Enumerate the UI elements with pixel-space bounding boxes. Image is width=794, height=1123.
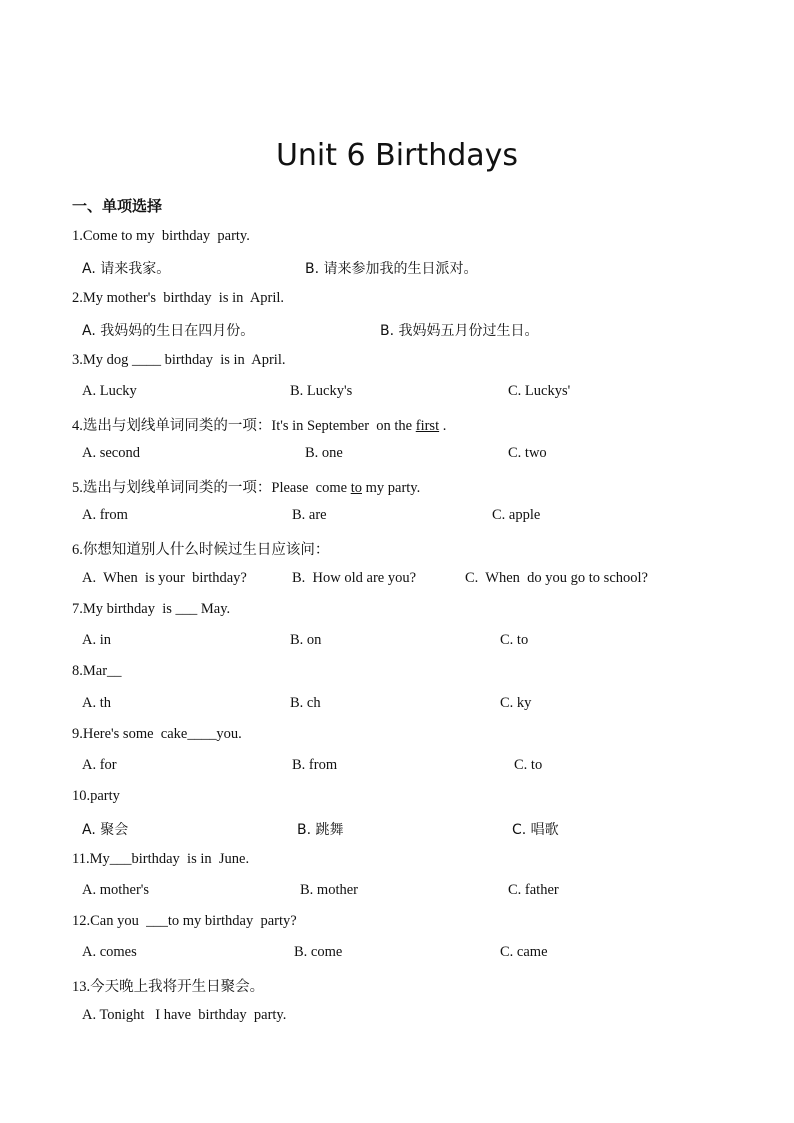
question-stem	[72, 414, 446, 435]
question-stem: 11.My___birthday is in June.	[72, 851, 250, 867]
stem-text: my party.	[361, 480, 421, 496]
option-c: C. to	[514, 757, 543, 773]
option-a: A. Lucky	[82, 383, 137, 399]
underlined-word: to	[350, 480, 362, 496]
option-a: A. comes	[82, 944, 137, 960]
question-stem: 13.今天晚上我将开生日聚会。	[72, 979, 265, 995]
option-c: C. Luckys'	[508, 383, 571, 399]
option-b: B. How old are you?	[292, 570, 417, 586]
option-a: A. 我妈妈的生日在四月份。	[82, 323, 255, 339]
option-b: B. one	[305, 445, 343, 461]
stem-text: 5.选出与划线单词同类的一项：Please come	[72, 480, 351, 496]
option-b: B. 我妈妈五月份过生日。	[380, 323, 539, 339]
page-title: Unit 6 Birthdays	[275, 138, 519, 173]
option-a: A. Tonight I have birthday party.	[82, 1007, 287, 1023]
section-heading: 一、单项选择	[72, 197, 163, 215]
option-b: B. ch	[290, 695, 321, 711]
option-a: A. second	[82, 445, 140, 461]
option-b: B. come	[294, 944, 343, 960]
option-a: A. When is your birthday?	[82, 570, 247, 586]
option-b: B. 跳舞	[297, 822, 344, 838]
option-c: C. to	[500, 632, 529, 648]
option-a: A. 聚会	[82, 822, 129, 838]
option-c: C. ky	[500, 695, 532, 711]
question-stem	[72, 476, 420, 497]
question-stem: 10.party	[72, 788, 120, 804]
option-a: A. 请来我家。	[82, 261, 171, 277]
option-c: C. father	[508, 882, 559, 898]
option-b: B. mother	[300, 882, 358, 898]
option-b: B. are	[292, 507, 327, 523]
option-c: C. two	[508, 445, 547, 461]
question-stem: 8.Mar__	[72, 663, 122, 679]
stem-text: .	[439, 418, 447, 434]
option-b: B. from	[292, 757, 338, 773]
question-stem: 7.My birthday is ___ May.	[72, 601, 231, 617]
question-stem: 1.Come to my birthday party.	[72, 228, 250, 244]
option-c: C. apple	[492, 507, 541, 523]
option-c: C. came	[500, 944, 548, 960]
option-b: B. on	[290, 632, 322, 648]
option-a: A. th	[82, 695, 111, 711]
option-b: B. 请来参加我的生日派对。	[305, 261, 478, 277]
option-b: B. Lucky's	[290, 383, 353, 399]
question-stem: 9.Here's some cake____you.	[72, 726, 242, 742]
question-stem: 12.Can you ___to my birthday party?	[72, 913, 297, 929]
question-stem: 2.My mother's birthday is in April.	[72, 290, 285, 306]
option-a: A. mother's	[82, 882, 150, 898]
option-a: A. from	[82, 507, 128, 523]
underlined-word: first	[415, 418, 440, 434]
question-stem: 3.My dog ____ birthday is in April.	[72, 352, 286, 368]
option-a: A. in	[82, 632, 111, 648]
option-a: A. for	[82, 757, 117, 773]
stem-text: 4.选出与划线单词同类的一项：It's in September on the	[72, 418, 416, 434]
option-c: C. When do you go to school?	[465, 570, 648, 586]
question-stem: 6.你想知道别人什么时候过生日应该问：	[72, 542, 330, 558]
option-c: C. 唱歌	[512, 822, 559, 838]
